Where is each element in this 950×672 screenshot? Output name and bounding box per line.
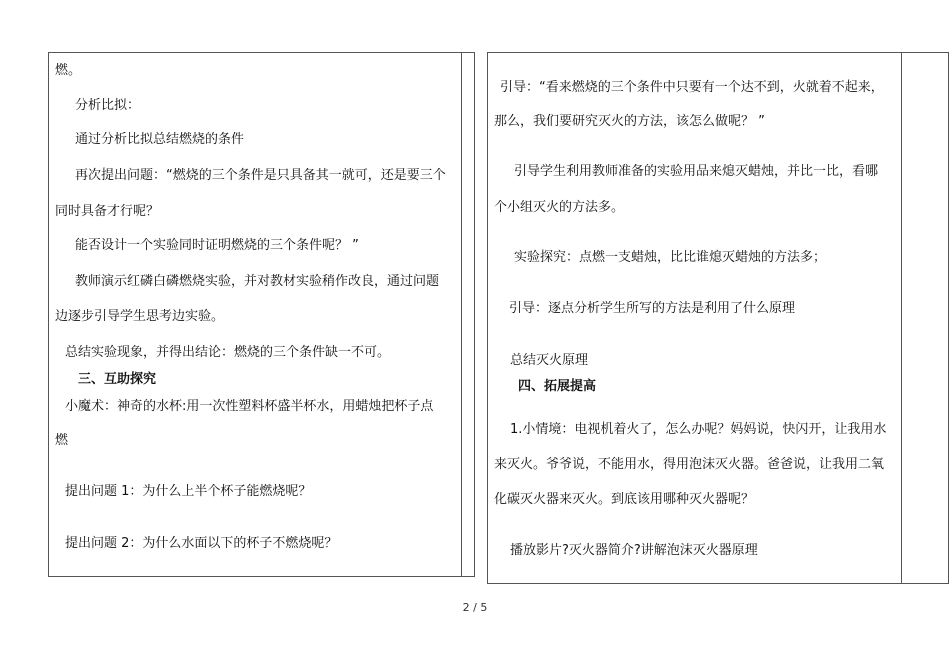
text-line: 个小组灭火的方法多。 [494, 200, 625, 215]
text-line: 教师演示红磷白磷燃烧实验，并对教材实验稍作改良，通过问题 [75, 274, 440, 289]
text-line: 分析比拟： [75, 98, 141, 113]
text-line: 化碳灭火器来灭火。到底该用哪种灭火器呢？ [494, 492, 755, 507]
text-line: 边逐步引导学生思考边实验。 [55, 309, 225, 324]
text-line: 小魔术：神奇的水杯:用一次性塑料杯盛半杯水，用蜡烛把杯子点 [65, 399, 434, 414]
text-line: 燃 [55, 433, 69, 448]
text-line: 提出问题 1：为什么上半个杯子能燃烧呢？ [65, 484, 312, 499]
page-number: 2 / 5 [462, 601, 488, 614]
text-line: 引导：“看来燃烧的三个条件中只要有一个达不到，火就着不起来， [500, 80, 884, 95]
section-heading: 三、互助探究 [78, 372, 157, 387]
text-line: 提出问题 2：为什么水面以下的杯子不燃烧呢？ [65, 536, 338, 551]
left-table-column-divider [461, 53, 462, 576]
text-line: 1.小情境：电视机着火了，怎么办呢？妈妈说，快闪开，让我用水 [510, 422, 887, 437]
right-teaching-content [487, 52, 900, 584]
text-line: 实验探究：点燃一支蜡烛，比比谁熄灭蜡烛的方法多； [514, 250, 827, 265]
text-line: 引导：逐点分析学生所写的方法是利用了什么原理 [509, 301, 796, 316]
right-table-column-divider [901, 53, 902, 583]
text-line: 引导学生利用教师准备的实验用品来熄灭蜡烛，并比一比，看哪 [514, 164, 879, 179]
left-teaching-content [48, 52, 460, 577]
text-line: 那么，我们要研究灭火的方法，该怎么做呢？ ” [494, 114, 765, 129]
text-line: 来灭火。爷爷说，不能用水，得用泡沫灭火器。爸爸说，让我用二氧 [494, 457, 885, 472]
text-line: 同时具备才行呢？ [55, 204, 160, 219]
text-line: 通过分析比拟总结燃烧的条件 [75, 132, 245, 147]
text-line: 总结灭火原理 [510, 353, 589, 368]
text-line: 播放影片?灭火器简介?讲解泡沫灭火器原理 [510, 543, 758, 558]
text-line: 燃。 [55, 63, 82, 78]
text-line: 总结实验现象，并得出结论：燃烧的三个条件缺一不可。 [65, 345, 391, 360]
text-line: 能否设计一个实验同时证明燃烧的三个条件呢？ ” [75, 238, 359, 253]
text-line: 再次提出问题：“燃烧的三个条件是只具备其一就可，还是要三个 [75, 168, 446, 183]
section-heading: 四、拓展提高 [518, 379, 597, 394]
